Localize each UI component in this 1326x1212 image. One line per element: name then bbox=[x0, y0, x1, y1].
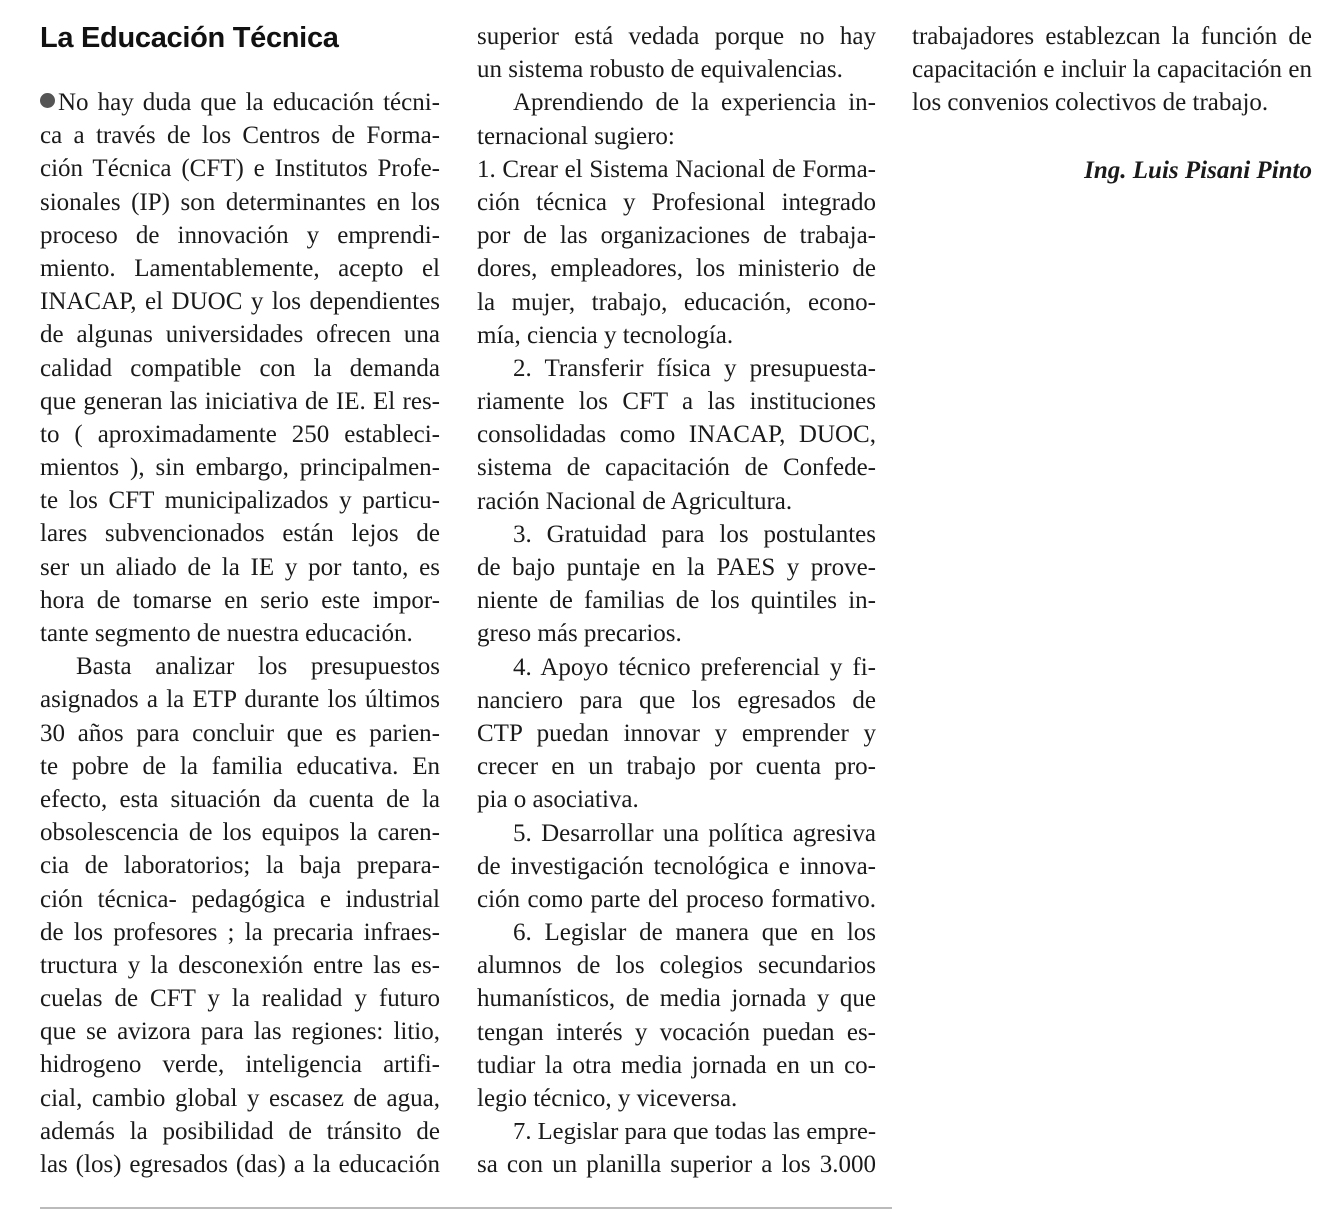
list-item-2: 2. Transferir física y presupuesta- bbox=[513, 354, 876, 382]
column-2 bbox=[477, 20, 876, 1182]
column-1 bbox=[40, 20, 440, 1181]
text-line: un sistema robusto de equivalencias. bbox=[477, 56, 843, 84]
text-line: que generan las iniciativa de IE. El res- bbox=[40, 387, 440, 415]
text-line: alumnos de los colegios secundarios bbox=[477, 952, 876, 980]
text-line: Basta analizar los presupuestos bbox=[76, 653, 440, 681]
list-item-7: 7. Legislar para que todas las empre- bbox=[513, 1118, 877, 1146]
text-line: pia o asociativa. bbox=[477, 786, 639, 814]
text-line: de algunas universidades ofrecen una bbox=[40, 321, 440, 349]
text-line: asignados a la ETP durante los últimos bbox=[40, 686, 440, 714]
text-line: que se avizora para las regiones: litio, bbox=[40, 1018, 440, 1046]
text-line: los convenios colectivos de trabajo. bbox=[912, 89, 1269, 117]
text-line: ración Nacional de Agricultura. bbox=[477, 487, 793, 515]
text-line: hora de tomarse en serio este impor- bbox=[40, 586, 440, 614]
text-line: tengan interés y vocación puedan es- bbox=[477, 1018, 876, 1046]
text-line: hidrogeno verde, inteligencia artifi- bbox=[40, 1051, 440, 1079]
text-line: cial, cambio global y escasez de agua, bbox=[40, 1084, 440, 1112]
text-line: tante segmento de nuestra educación. bbox=[40, 620, 413, 647]
text-line: INACAP, el DUOC y los dependientes bbox=[40, 288, 440, 316]
text-line: ser un aliado de la IE y por tanto, es bbox=[40, 553, 440, 581]
text-line: dores, empleadores, los ministerio de bbox=[477, 255, 876, 283]
list-item-6: 6. Legislar de manera que en los bbox=[513, 919, 876, 947]
text-line: lares subvencionados están lejos de bbox=[40, 520, 440, 548]
text-line: 30 años para concluir que es parien- bbox=[40, 719, 440, 747]
text-line: ción técnica- pedagógica e industrial bbox=[40, 885, 440, 913]
list-item-3: 3. Gratuidad para los postulantes bbox=[513, 520, 876, 548]
text-line: te los CFT municipalizados y particu- bbox=[40, 487, 440, 515]
text-line: nanciero para que los egresados de bbox=[477, 686, 876, 714]
column-3 bbox=[912, 20, 1312, 187]
text-line: tudiar la otra media jornada en un co- bbox=[477, 1051, 876, 1079]
text-line: ternacional sugiero: bbox=[477, 122, 675, 150]
text-line: Aprendiendo de la experiencia in- bbox=[513, 89, 876, 117]
text-line: trabajadores establezcan la función de bbox=[912, 23, 1312, 50]
text-line: efecto, esta situación da cuenta de la bbox=[40, 785, 440, 813]
text-line: mía, ciencia y tecnología. bbox=[477, 321, 734, 349]
column-1-text bbox=[40, 86, 440, 1181]
text-line: ción Técnica (CFT) e Institutos Profe- bbox=[40, 155, 440, 183]
text-line: ción como parte del proceso formativo. bbox=[477, 885, 876, 913]
column-3-text bbox=[912, 20, 1312, 120]
text-line: sistema de capacitación de Confede- bbox=[477, 454, 876, 482]
text-line: las (los) egresados (das) a la educación bbox=[40, 1151, 440, 1178]
text-line: además la posibilidad de tránsito de bbox=[40, 1117, 440, 1145]
column-2-text bbox=[477, 20, 876, 1182]
bullet-icon bbox=[40, 93, 55, 108]
text-line: de bajo puntaje en la PAES y prove- bbox=[477, 554, 876, 581]
text-line: No hay duda que la educación técni- bbox=[40, 86, 440, 119]
text-line: de los profesores ; la precaria infraes- bbox=[40, 918, 440, 946]
text-line: de investigación tecnológica e innova- bbox=[477, 852, 876, 880]
text-line: cia de laboratorios; la baja prepara- bbox=[40, 852, 440, 880]
list-item-1: 1. Crear el Sistema Nacional de Forma- bbox=[477, 155, 876, 183]
text-line: to ( aproximadamente 250 estableci- bbox=[40, 420, 440, 448]
text-line: mientos ), sin embargo, principalmen- bbox=[40, 454, 440, 482]
text-line: la mujer, trabajo, educación, econo- bbox=[477, 288, 876, 316]
text-line: obsolescencia de los equipos la caren- bbox=[40, 819, 440, 847]
text-line: por de las organizaciones de trabaja- bbox=[477, 222, 876, 250]
text-line: sa con un planilla superior a los 3.000 bbox=[477, 1151, 876, 1179]
list-item-4: 4. Apoyo técnico preferencial y fi- bbox=[513, 653, 876, 681]
text-line: niente de familias de los quintiles in- bbox=[477, 587, 876, 615]
text-line: calidad compatible con la demanda bbox=[40, 354, 440, 382]
headline: La Educación Técnica bbox=[40, 22, 339, 54]
text-line: consolidadas como INACAP, DUOC, bbox=[477, 421, 876, 449]
text-line: superior está vedada porque no hay bbox=[477, 23, 876, 50]
text-line: CTP puedan innovar y emprender y bbox=[477, 719, 876, 747]
text-line: sionales (IP) son determinantes en los bbox=[40, 188, 440, 216]
text-line: ción técnica y Profesional integrado bbox=[477, 188, 876, 216]
text-line: cuelas de CFT y la realidad y futuro bbox=[40, 985, 440, 1013]
text-line: tructura y la desconexión entre las es- bbox=[40, 951, 440, 979]
text-line: miento. Lamentablemente, acepto el bbox=[40, 254, 440, 282]
text-line: crecer en un trabajo por cuenta pro- bbox=[477, 753, 876, 781]
author-signature: Ing. Luis Pisani Pinto bbox=[1084, 156, 1312, 184]
text-line: proceso de innovación y emprendi- bbox=[40, 221, 440, 249]
list-item-5: 5. Desarrollar una política agresiva bbox=[513, 819, 876, 847]
text-line: humanísticos, de media jornada y que bbox=[477, 985, 876, 1013]
text-line: greso más precarios. bbox=[477, 620, 682, 648]
text-line: capacitación e incluir la capacitación en bbox=[912, 56, 1312, 84]
text-line: ca a través de los Centros de Forma- bbox=[40, 122, 440, 150]
text-line: riamente los CFT a las instituciones bbox=[477, 388, 876, 416]
text-line: legio técnico, y viceversa. bbox=[477, 1085, 738, 1112]
text-line: te pobre de la familia educativa. En bbox=[40, 752, 440, 780]
bottom-rule bbox=[40, 1207, 892, 1209]
